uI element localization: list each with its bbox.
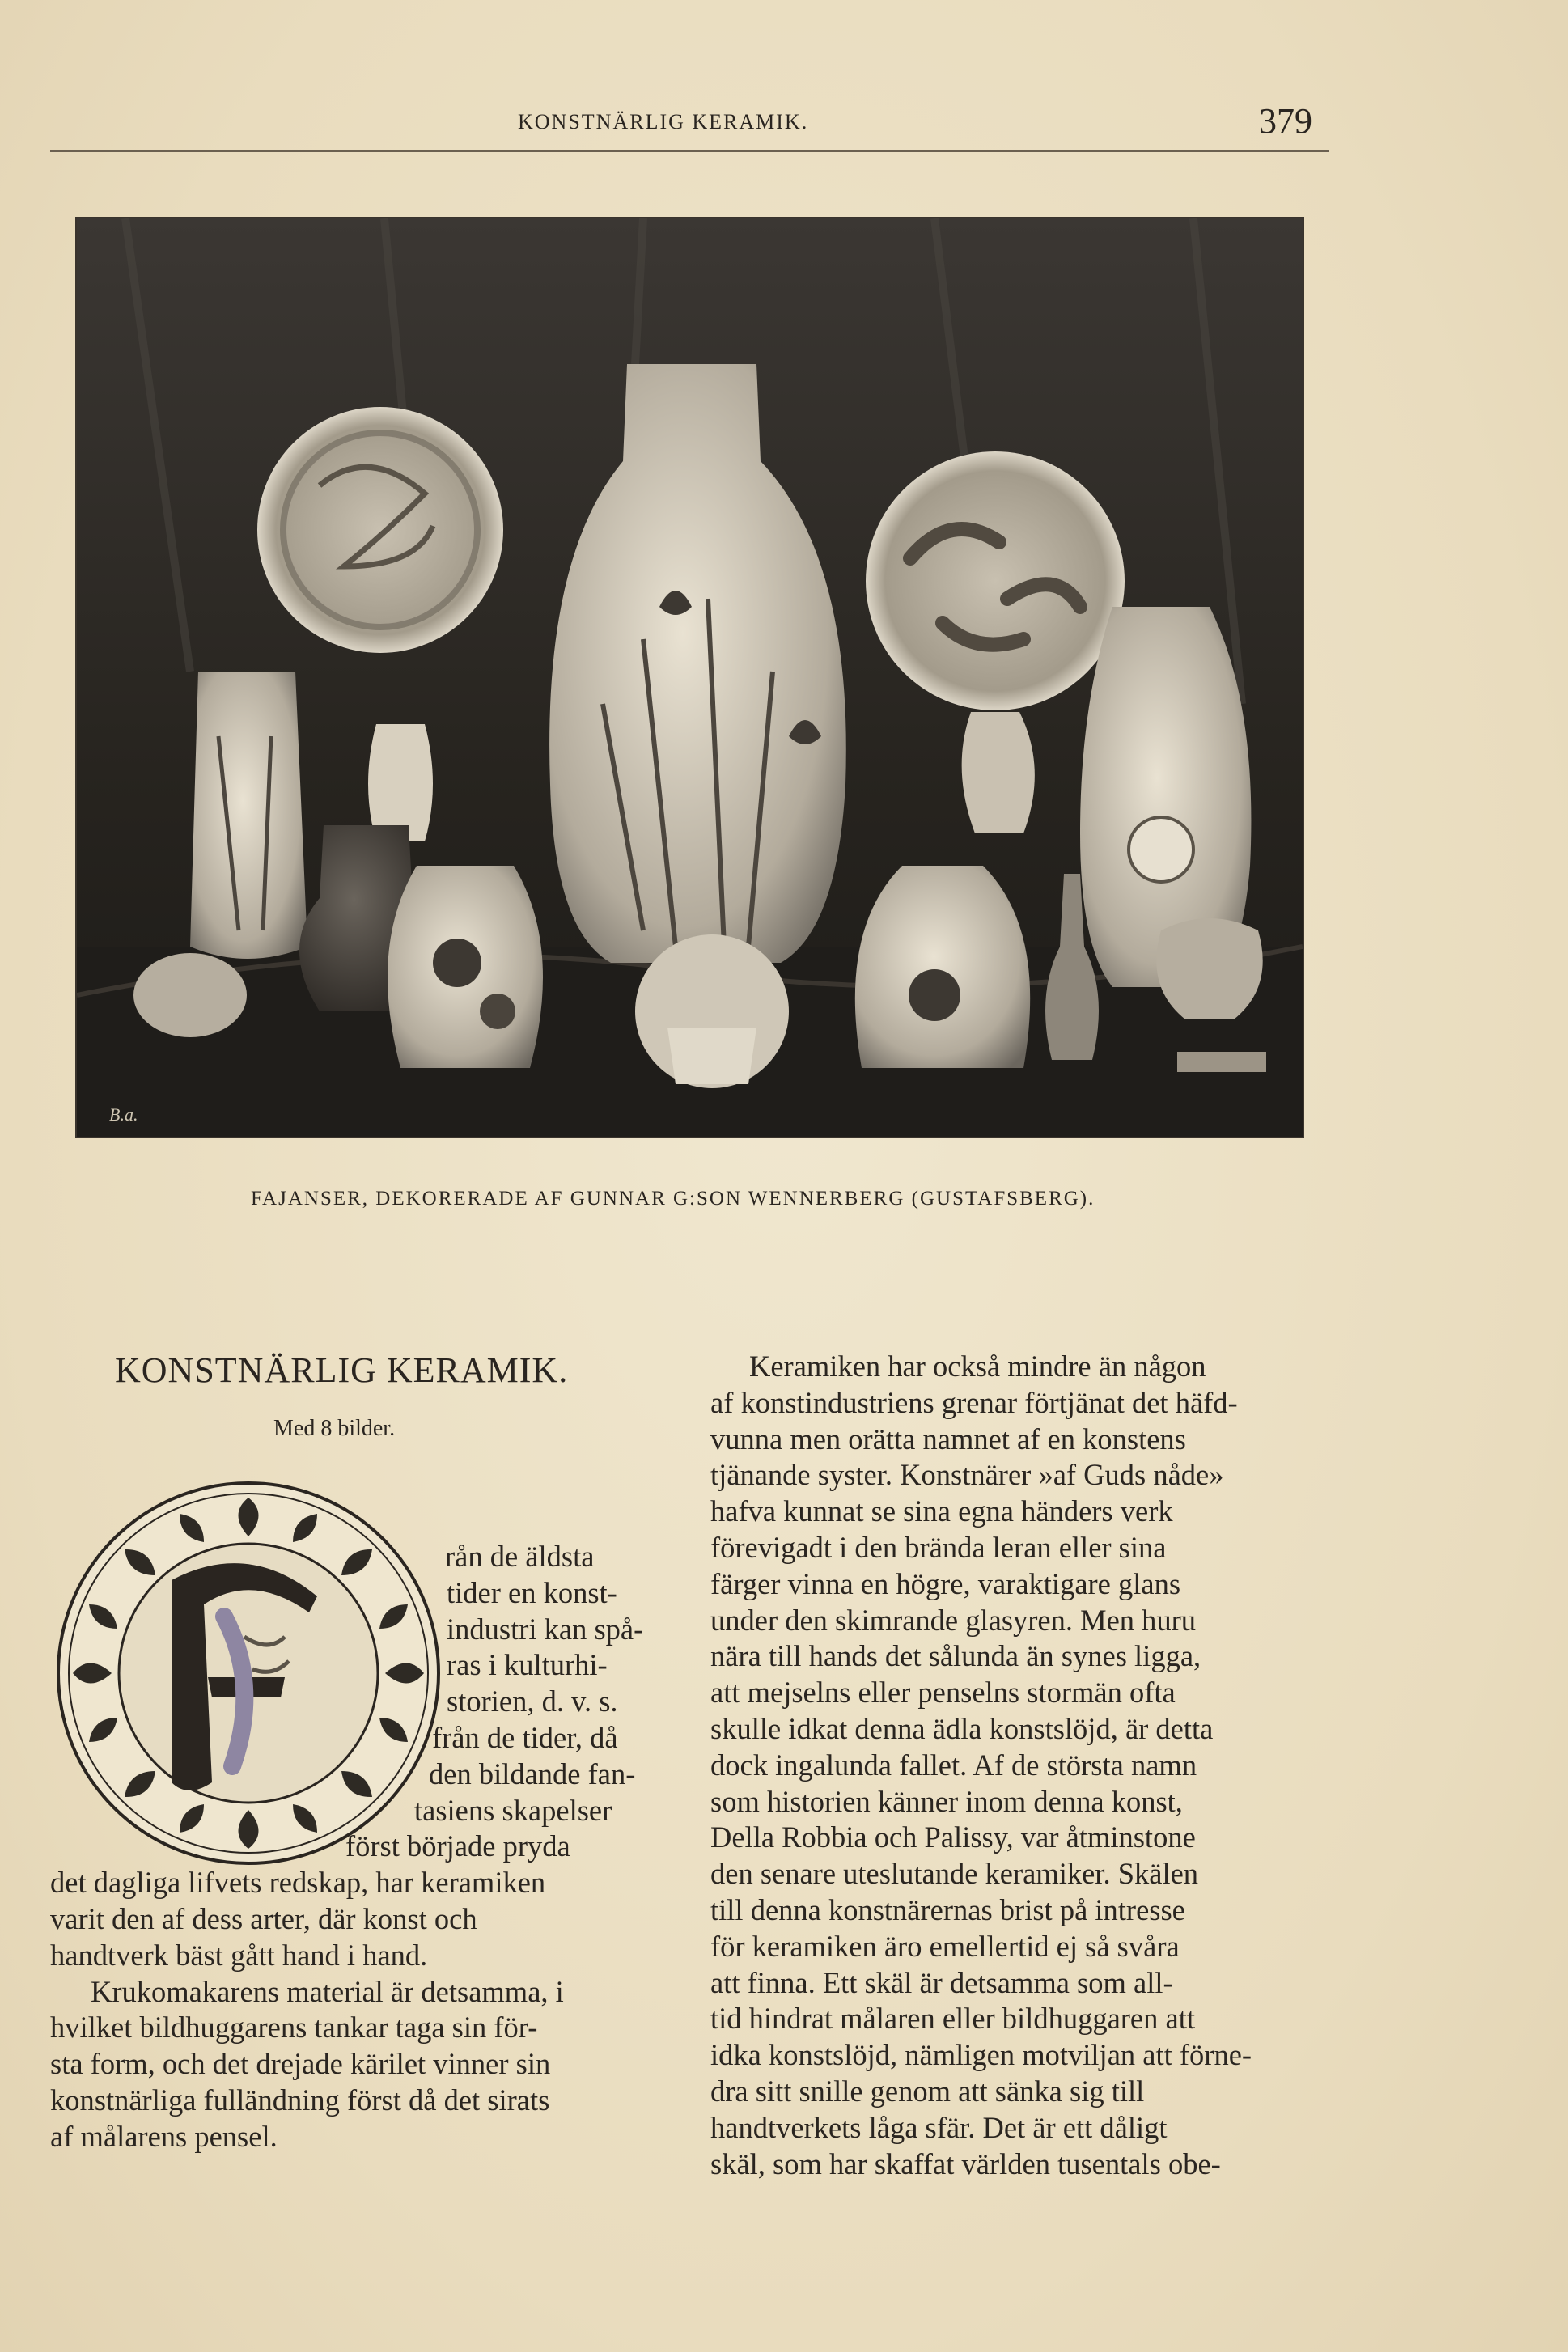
text-line: af konstindustriens grenar förtjänat det häfd-: [710, 1385, 1238, 1419]
text-line: att finna. Ett skäl är detsamma som all-: [710, 1965, 1173, 1999]
text-line: färger vinna en högre, varaktigare glans: [710, 1566, 1181, 1600]
text-line: konstnärliga fulländning först då det sirats: [50, 2083, 550, 2117]
text-line: hvilket bildhuggarens tankar taga sin för-: [50, 2011, 538, 2045]
text-line: industri kan spå-: [447, 1612, 644, 1646]
text-line: det dagliga lifvets redskap, har keramiken: [50, 1866, 546, 1900]
page-number: 379: [1259, 101, 1312, 141]
running-head: KONSTNÄRLIG KERAMIK.: [518, 110, 809, 133]
text-line: Krukomakarens material är detsamma, i: [91, 1974, 564, 2008]
text-line: tjänande syster. Konstnärer »af Guds nåde»: [710, 1458, 1224, 1492]
ceramics-illustration: [77, 218, 1303, 1137]
ceramics-photograph: [77, 218, 1303, 1137]
text-line: handtverk bäst gått hand i hand.: [50, 1938, 428, 1972]
text-line: till denna konstnärernas brist på intresse: [710, 1893, 1185, 1926]
text-line: handtverkets låga sfär. Det är ett dåligt: [710, 2110, 1168, 2144]
text-line: varit den af dess arter, där konst och: [50, 1902, 477, 1935]
text-line: dock ingalunda fallet. Af de största namn: [710, 1748, 1197, 1782]
text-line: tid hindrat målaren eller bildhuggaren att: [710, 2002, 1195, 2036]
header-rule: [50, 150, 1329, 152]
text-line: Della Robbia och Palissy, var åtminstone: [710, 1820, 1196, 1854]
text-line: hafva kunnat se sina egna händers verk: [710, 1494, 1173, 1528]
text-line: storien, d. v. s.: [447, 1685, 618, 1718]
artist-signature: B.a.: [109, 1104, 138, 1125]
text-line: tider en konst-: [447, 1575, 617, 1609]
text-line: af målarens pensel.: [50, 2119, 278, 2153]
text-line: dra sitt snille genom att sänka sig till: [710, 2074, 1145, 2108]
text-line: först började pryda: [345, 1829, 570, 1863]
article-title: KONSTNÄRLIG KERAMIK.: [115, 1350, 569, 1390]
text-line: förevigadt i den brända leran eller sina: [710, 1531, 1167, 1564]
article-subtitle: Med 8 bilder.: [273, 1416, 396, 1441]
text-line: att mejselns eller penselns stormän ofta: [710, 1676, 1176, 1710]
ornamental-plate-icon: [50, 1475, 447, 1871]
text-line: nära till hands det sålunda än synes ligga,: [710, 1639, 1201, 1673]
text-line: sta form, och det drejade kärilet vinner sin: [50, 2047, 551, 2081]
text-line: skulle idkat denna ädla konstslöjd, är detta: [710, 1712, 1214, 1745]
text-line: för keramiken äro emellertid ej så svåra: [710, 1929, 1180, 1963]
decorative-initial: [50, 1475, 447, 1871]
text-line: idka konstslöjd, nämligen motviljan att förne-: [710, 2038, 1252, 2072]
text-line: från de tider, då: [432, 1721, 618, 1754]
text-line: under den skimrande glasyren. Men huru: [710, 1603, 1197, 1637]
text-line: ras i kulturhi-: [447, 1648, 608, 1682]
text-line: Keramiken har också mindre än någon: [749, 1350, 1206, 1383]
text-line: rån de äldsta: [445, 1540, 595, 1573]
text-line: skäl, som har skaffat världen tusentals obe-: [710, 2146, 1221, 2180]
text-line: som historien känner inom denna konst,: [710, 1784, 1183, 1818]
text-line: den bildande fan-: [429, 1757, 636, 1790]
text-line: tasiens skapelser: [414, 1793, 612, 1827]
text-line: den senare uteslutande keramiker. Skälen: [710, 1857, 1199, 1891]
text-line: vunna men orätta namnet af en konstens: [710, 1422, 1186, 1456]
photo-caption: FAJANSER, DEKORERADE AF GUNNAR G:SON WENNERBERG (GUSTAFSBERG).: [251, 1188, 1095, 1210]
